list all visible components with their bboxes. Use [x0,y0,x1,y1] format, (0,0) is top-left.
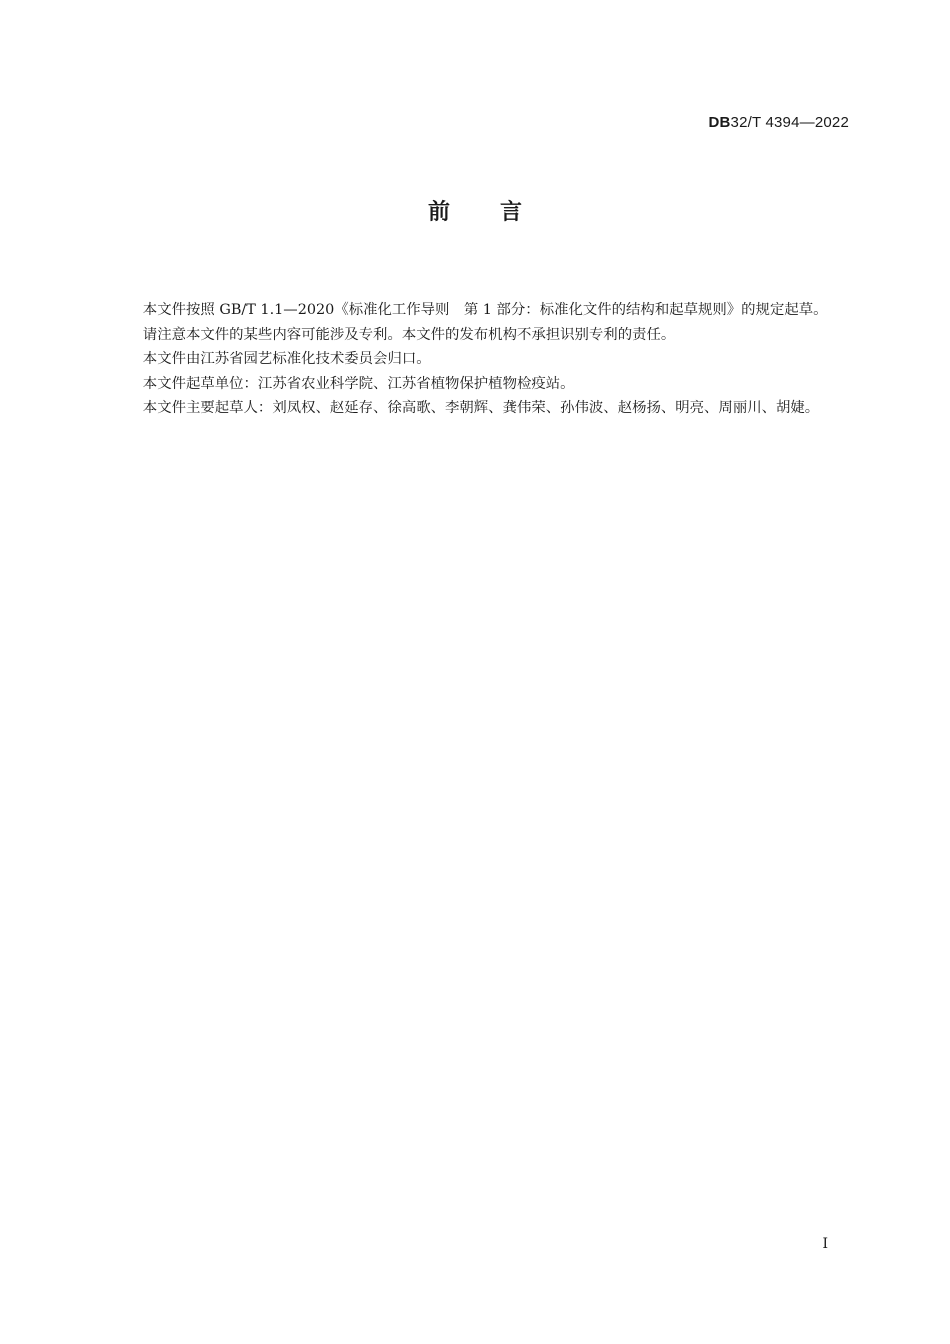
paragraph-drafters: 本文件主要起草人：刘凤权、赵延存、徐高歌、李朝辉、龚伟荣、孙伟波、赵杨扬、明亮、周丽川、胡婕。 [142,400,820,416]
page-title: 前言 [427,200,572,225]
document-code-number: 32/T 4394—2022 [730,114,849,131]
document-code-prefix: DB [708,114,731,131]
page-number: I [822,1236,828,1252]
paragraph-drafting-rules: 本文件按照 GB/T 1.1—2020《标准化工作导则 第 1 部分：标准化文件的结构和起草规则》的规定起草。 [142,302,828,318]
paragraph-drafting-units: 本文件起草单位：江苏省农业科学院、江苏省植物保护植物检疫站。 [142,375,575,392]
paragraph-committee: 本文件由江苏省园艺标准化技术委员会归口。 [142,351,431,367]
foreword-body [114,298,851,421]
document-code [708,114,849,131]
paragraph-patent-notice: 请注意本文件的某些内容可能涉及专利。本文件的发布机构不承担识别专利的责任。 [142,326,676,343]
